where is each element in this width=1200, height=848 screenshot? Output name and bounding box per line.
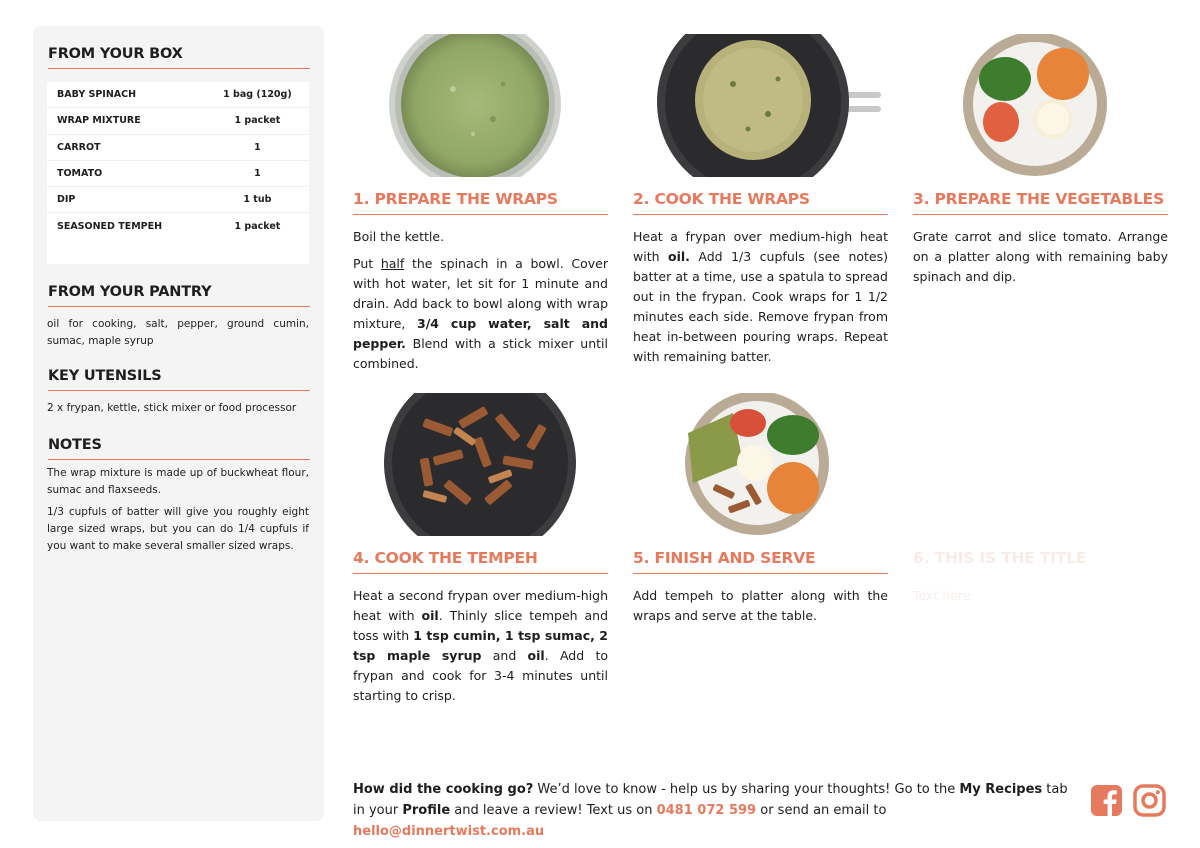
step-2 (633, 34, 888, 374)
from-your-box-heading: FROM YOUR BOX (48, 46, 310, 69)
ingredient-name: SEASONED TEMPEH (57, 221, 163, 233)
step-4 (353, 393, 608, 713)
step-text (633, 227, 888, 367)
text-span: Add 1/3 cupfuls (see notes) batter at a time, use a spatula to spread out in the frypan. Cook wraps for 1 1/2 minutes each side. Remove frypan from heat in-between pouring wraps. Repeat with remaining batter. (633, 249, 889, 364)
bold-text: 3/4 cup water, salt and pepper. (353, 316, 609, 351)
empty-image-slot (913, 393, 1168, 536)
text-span: . Add to frypan and cook for 3-4 minutes until starting to crisp. (353, 648, 609, 703)
text-span: and leave a review! Text us on (450, 803, 657, 818)
text-span: . Thinly slice tempeh and toss with (353, 608, 609, 643)
ingredient-row (47, 161, 309, 187)
text-span: the spinach in a bowl. Cover with hot water, let sit for 1 minute and drain. Add back to bowl along with wrap mixture, (353, 256, 608, 331)
bold-text: 1 tsp cumin, 1 tsp sumac, 2 tsp maple syrup (353, 628, 609, 663)
text-span: and (481, 648, 528, 663)
ingredient-qty: 1 packet (234, 221, 281, 233)
ingredient-qty: 1 (254, 168, 261, 180)
step-title: 1. PREPARE THE WRAPS (353, 190, 608, 215)
email-link[interactable]: hello@dinnertwist.com.au (353, 824, 545, 839)
text-span: tab in your (353, 782, 1068, 818)
bold-text: oil. (668, 249, 690, 264)
key-utensils-heading: KEY UTENSILS (48, 368, 310, 391)
vegetable-platter-image (913, 34, 1168, 177)
ingredient-row (47, 135, 309, 161)
tempeh-in-frypan-image (353, 393, 608, 536)
finished-platter-image (633, 393, 888, 536)
ingredient-name: TOMATO (57, 168, 103, 180)
from-your-pantry-heading: FROM YOUR PANTRY (48, 284, 310, 307)
ingredient-row (47, 213, 309, 239)
spinach-batter-bowl-image (353, 34, 608, 177)
text-span: Heat a second frypan over medium-high heat with (353, 588, 608, 623)
ingredient-qty: 1 tub (243, 194, 272, 206)
text-span: or send an email to (756, 803, 887, 818)
note-text: 1/3 cupfuls of batter will give you roughly eight large sized wraps, but you can do 1/4 cupfuls if you want to make several smaller sized wraps. (47, 506, 309, 552)
bold-text: oil (421, 608, 439, 623)
step-text (353, 586, 608, 706)
step-body (633, 227, 888, 367)
step-body (913, 586, 1168, 606)
ingredient-qty: 1 (254, 141, 261, 153)
ingredient-qty: 1 packet (234, 115, 281, 127)
ingredient-name: WRAP MIXTURE (57, 115, 141, 127)
step-title: 5. FINISH AND SERVE (633, 549, 888, 574)
text-span: Put (353, 256, 381, 271)
step-body (913, 227, 1168, 287)
profile-text: Profile (402, 803, 451, 818)
step-text: Add tempeh to platter along with the wraps and serve at the table. (633, 588, 888, 623)
phone-link[interactable]: 0481 072 599 (656, 803, 757, 818)
feedback-footer (353, 779, 1073, 842)
text-span: Blend with a stick mixer until combined. (353, 336, 608, 371)
facebook-icon[interactable] (1090, 784, 1123, 817)
step-1 (353, 34, 608, 381)
ingredient-name: BABY SPINACH (57, 89, 137, 101)
instagram-icon[interactable] (1133, 784, 1166, 817)
step-title: 2. COOK THE WRAPS (633, 190, 888, 215)
ingredients-table (47, 82, 309, 264)
step-text: Grate carrot and slice tomato. Arrange on a platter along with remaining baby spinach and dip. (913, 229, 1168, 284)
ingredient-name: CARROT (57, 141, 101, 153)
ingredient-name: DIP (57, 194, 76, 206)
note-text: The wrap mixture is made up of buckwheat flour, sumac and flaxseeds. (47, 467, 309, 496)
text-span: Heat a frypan over medium-high heat with (633, 229, 888, 264)
step-3 (913, 34, 1168, 294)
text-span: We’d love to know - help us by sharing your thoughts! Go to the (533, 782, 960, 797)
step-text: Text here (913, 588, 971, 603)
pantry-text: oil for cooking, salt, pepper, ground cumin, sumac, maple syrup (47, 318, 309, 347)
step-body (353, 586, 608, 706)
feedback-question: How did the cooking go? (353, 782, 534, 797)
my-recipes-text: My Recipes (959, 782, 1043, 797)
wrap-in-frypan-image (633, 34, 888, 177)
ingredient-row (47, 187, 309, 213)
step-text (353, 254, 608, 374)
step-6-placeholder (913, 393, 1168, 613)
step-body (353, 227, 608, 374)
ingredient-row (47, 108, 309, 134)
underlined-text: half (380, 256, 405, 271)
sidebar (33, 26, 324, 821)
bold-text: oil (527, 648, 545, 663)
ingredient-qty: 1 bag (120g) (223, 89, 292, 101)
step-5 (633, 393, 888, 633)
step-text: Boil the kettle. (353, 229, 445, 244)
step-body (633, 586, 888, 626)
ingredient-row (47, 82, 309, 108)
notes-heading: NOTES (48, 437, 310, 460)
step-title: 4. COOK THE TEMPEH (353, 549, 608, 574)
step-title: 3. PREPARE THE VEGETABLES (913, 190, 1168, 215)
utensils-text: 2 x frypan, kettle, stick mixer or food processor (47, 402, 297, 414)
step-title: 6. THIS IS THE TITLE (913, 549, 1087, 567)
